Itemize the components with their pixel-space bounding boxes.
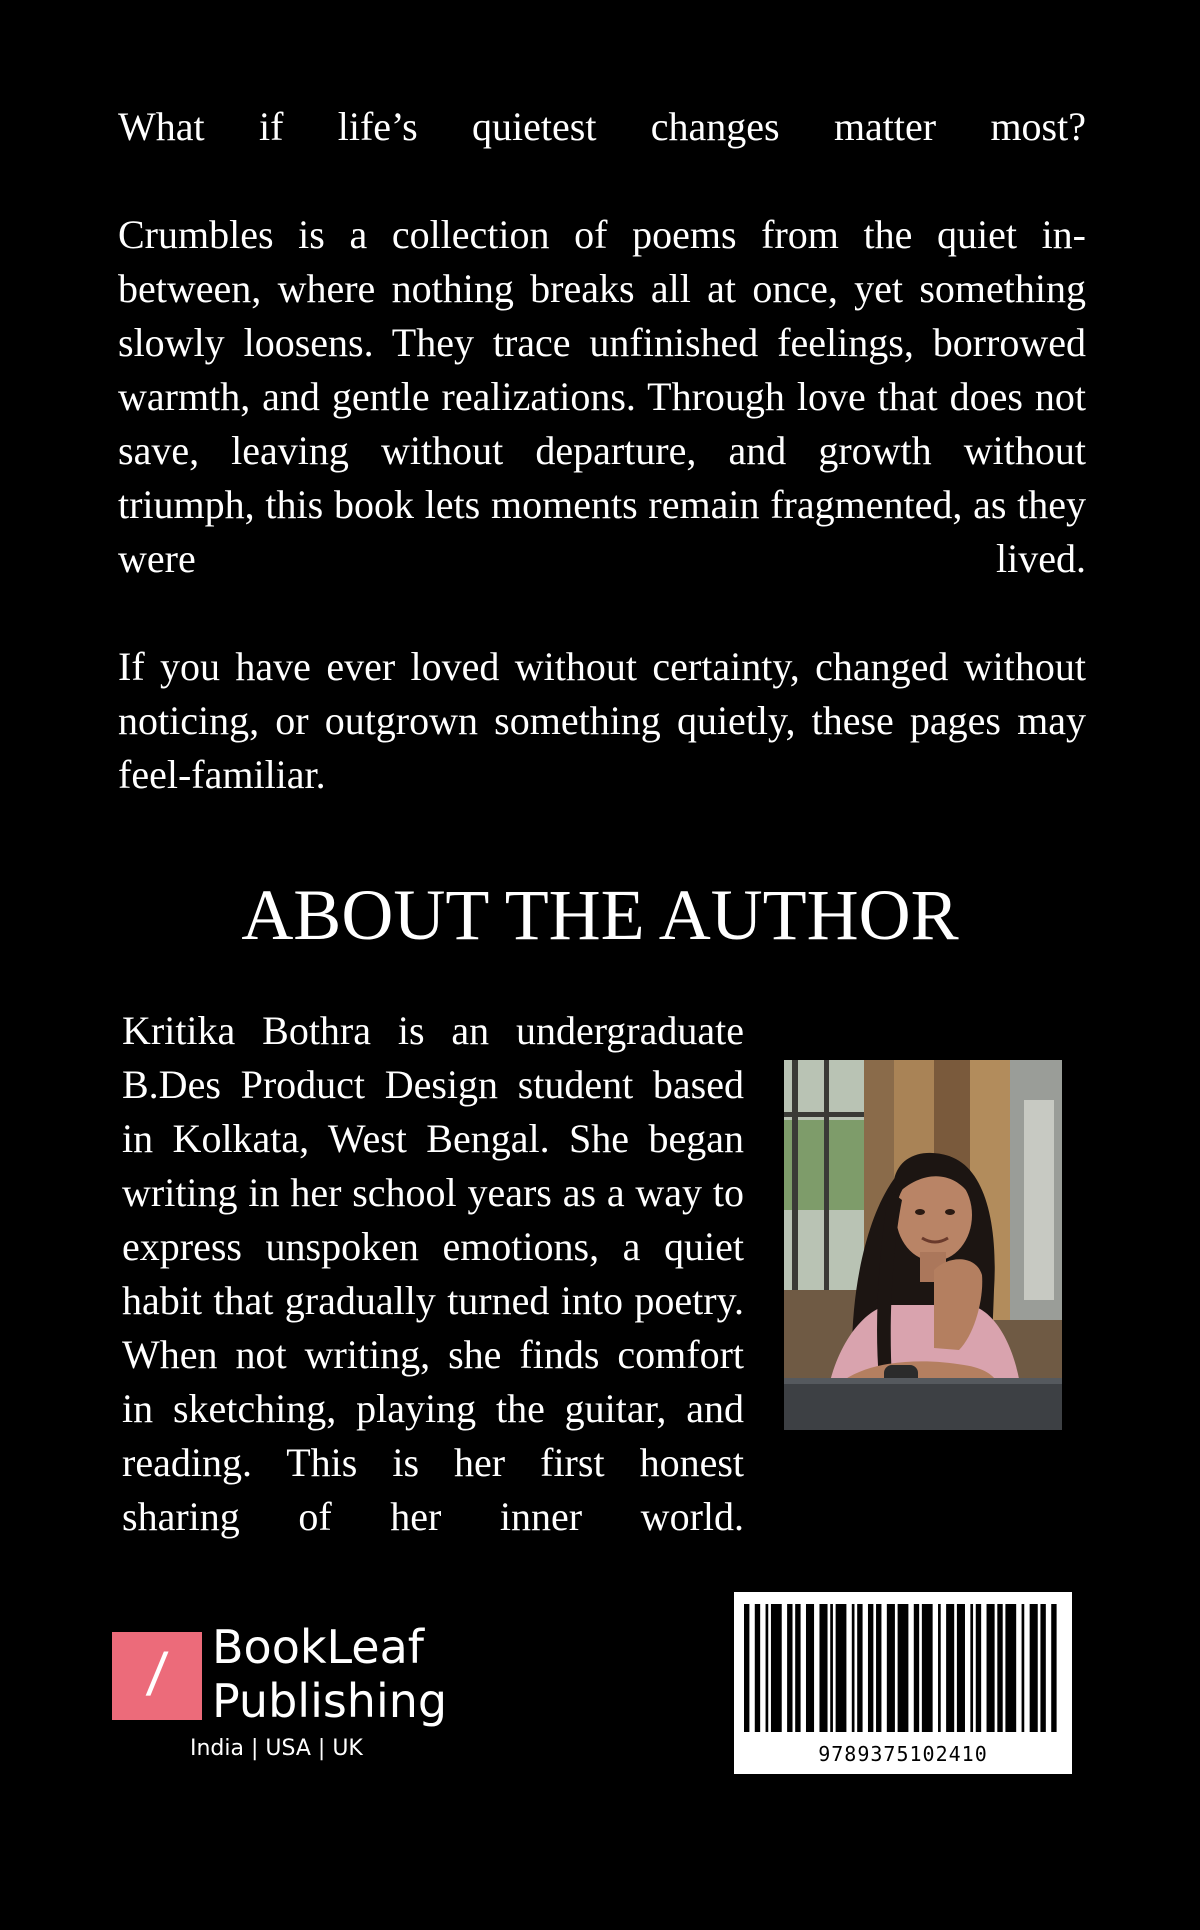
barcode-bar: [771, 1604, 782, 1732]
barcode-bar: [1030, 1604, 1038, 1732]
barcode-bar: [970, 1604, 973, 1732]
barcode-bar: [976, 1604, 981, 1732]
barcode-bar: [887, 1604, 895, 1732]
barcode-bar: [744, 1604, 749, 1732]
barcode-bar: [1005, 1604, 1016, 1732]
barcode-bar: [957, 1604, 965, 1732]
publisher-logo: [112, 1620, 452, 1778]
barcode-bar: [755, 1604, 760, 1732]
barcode-bar: [997, 1604, 1002, 1732]
barcode-bar: [898, 1604, 909, 1732]
publisher-name-line: Publishing: [212, 1674, 448, 1728]
barcode-bar: [836, 1604, 847, 1732]
barcode-bar: [922, 1604, 933, 1732]
isbn-number: 9789375102410: [818, 1742, 988, 1766]
barcode-bar: [806, 1604, 814, 1732]
barcode-bar: [766, 1604, 769, 1732]
barcode-bar: [914, 1604, 919, 1732]
publisher-mark: [112, 1632, 202, 1720]
barcode-bar: [787, 1604, 792, 1732]
tagline: What if life’s quietest changes matter most?: [118, 104, 1086, 149]
barcode-bar: [987, 1604, 995, 1732]
publisher-name: [212, 1620, 447, 1728]
author-photo: [784, 1060, 1062, 1430]
author-bio: Kritika Bothra is an undergraduate B.Des Product Design student based in Kolkata, West Bengal. She began writing in her school years as a way to express unspoken emotions, a quiet habit that gradually turned into poetry. When not writing, she finds comfort in sketching, playing the guitar, and reading. This is her first honest sharing of her inner world.: [122, 1008, 744, 1539]
publisher-name-line: BookLeaf: [212, 1620, 424, 1674]
barcode-bar: [830, 1604, 833, 1732]
barcode-bar: [819, 1604, 827, 1732]
blurb-paragraph: Crumbles is a collection of poems from the quiet in-between, where nothing breaks all at once, yet something slowly loosens. They trace unfinished feelings, borrowed warmth, and gentle realizations. Through love that does not save, leaving without departure, and growth without triumph, this book lets moments remain fragmented, as they were lived.: [118, 212, 1086, 581]
barcode-bar: [946, 1604, 954, 1732]
publisher-countries: India | USA | UK: [190, 1736, 363, 1761]
barcode-bar: [876, 1604, 881, 1732]
about-author-heading: ABOUT THE AUTHOR: [241, 875, 959, 955]
barcode-bar: [1040, 1604, 1045, 1732]
back-cover-blurb: [118, 100, 1086, 802]
barcode-bar: [852, 1604, 855, 1732]
barcode-bar: [857, 1604, 862, 1732]
barcode-bar: [938, 1604, 941, 1732]
blurb-paragraph: If you have ever loved without certainty, changed without noticing, or outgrown something quietly, these pages may feel-familiar.: [118, 644, 1086, 797]
barcode-bar: [1022, 1604, 1025, 1732]
barcode-bar: [868, 1604, 873, 1732]
isbn-barcode: [734, 1592, 1072, 1774]
barcode-bar: [795, 1604, 800, 1732]
barcode-bar: [1051, 1604, 1056, 1732]
slash-icon: /: [143, 1641, 171, 1708]
